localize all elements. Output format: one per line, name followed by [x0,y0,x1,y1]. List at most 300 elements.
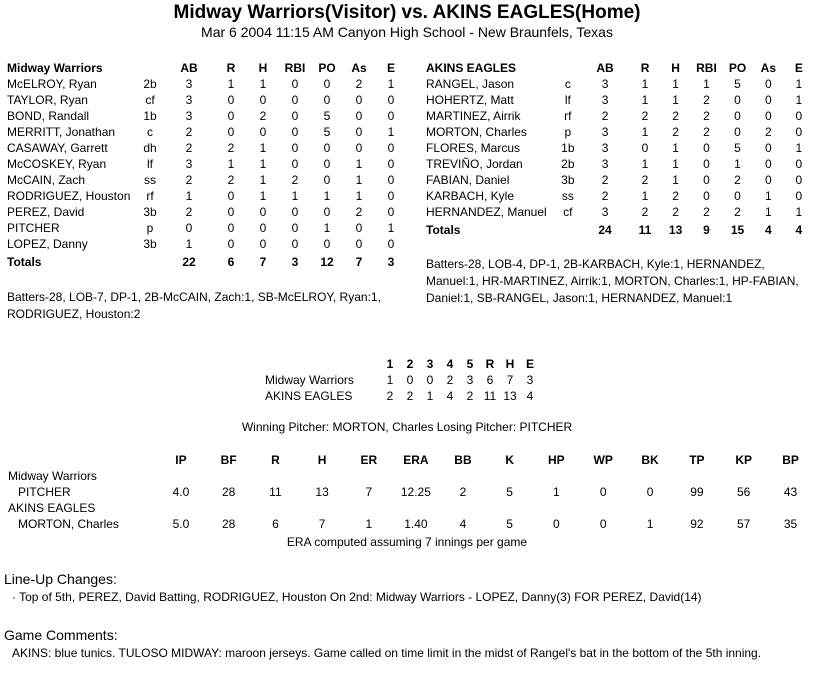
totals-row [7,252,407,272]
stat-cell: 0 [323,157,331,171]
stat-cell: 1 [259,141,267,155]
stat-cell: 0 [765,173,772,187]
total-cell: 13 [668,223,683,237]
stat-cell: 0 [355,125,363,139]
player-row [7,140,407,156]
stat-cell: 12.25 [400,485,431,499]
player-position: ss [144,173,156,187]
stat-cell: 2 [601,189,609,203]
stat-cell: 0 [387,189,395,203]
stat-cell: 0 [323,141,331,155]
stat-cell: 0 [291,205,299,219]
player-name: RANGEL, Jason [426,77,515,91]
stat-cell: 2 [355,205,363,219]
linescore-cell: 0 [406,373,414,387]
stat-cell: 3 [185,93,193,107]
linescore-cell: 3 [526,373,534,387]
stat-cell: 5 [506,517,513,531]
stat-cell: 0 [765,77,772,91]
player-row [426,156,814,172]
page-title: Midway Warriors(Visitor) vs. AKINS EAGLES(Home) [173,2,641,23]
totals-label: Totals [426,223,461,237]
stat-cell: 1 [259,189,267,203]
stat-cell: 0 [599,517,607,531]
player-position: cf [145,93,155,107]
stat-cell: 0 [259,237,267,251]
linescore-cell: 0 [426,373,434,387]
player-position: c [564,77,571,91]
stat-cell: 0 [323,205,331,219]
stat-cell: 0 [355,221,363,235]
stat-cell: 0 [734,189,741,203]
col-header: AB [180,61,198,75]
stat-cell: 2 [227,141,235,155]
player-position: 3b [143,237,157,251]
player-position: lf [564,93,571,107]
player-name: MARTINEZ, Airrik [426,109,521,123]
stat-cell: 2 [185,173,193,187]
total-cell: 3 [387,255,395,269]
stat-cell: 0 [227,93,235,107]
player-row [426,92,814,108]
total-cell: 6 [227,255,235,269]
player-name: McCAIN, Zach [7,173,86,187]
player-position: p [146,221,154,235]
col-header: R [226,61,236,75]
player-row [7,124,407,140]
stat-cell: 28 [222,517,236,531]
player-row [426,108,814,124]
player-position: p [564,125,572,139]
stat-cell: 3 [185,77,193,91]
stat-cell: 3 [185,157,193,171]
total-cell: 15 [730,223,745,237]
stat-cell: 2 [291,173,299,187]
col-header: BB [454,453,472,467]
stat-cell: 0 [387,93,395,107]
player-row [426,140,814,156]
stat-cell: 1 [672,141,679,155]
stat-cell: 0 [291,77,299,91]
stat-cell: 1 [227,77,235,91]
linescore-cell: 3 [466,373,474,387]
stat-cell: 0 [291,141,299,155]
player-name: FABIAN, Daniel [426,173,510,187]
player-name: MERRITT, Jonathan [7,125,116,139]
stat-cell: 1 [795,77,803,91]
player-name: LOPEZ, Danny [7,237,88,251]
stat-cell: 56 [736,485,751,499]
stat-cell: 3 [601,205,609,219]
linescore-cell: 2 [446,373,454,387]
home-batting-notes: Batters-28, LOB-4, DP-1, 2B-KARBACH, Kyle:1, HERNANDEZ, Manuel:1, HR-MARTINEZ, Airrik:1, MORTON, Charles:1, HP-FABIAN, Daniel:1, SB-RANGEL, Jason:1, HERNANDEZ, Manuel:1 [426,257,799,305]
col-header: KP [735,453,752,467]
stat-cell: 43 [783,485,798,499]
inning-header: E [525,357,534,371]
linescore-cell: 11 [483,389,497,403]
player-position: 1b [143,109,157,123]
stat-cell: 1 [259,173,267,187]
totals-label: Totals [7,255,42,269]
player-row [7,108,407,124]
visitor-batting-notes: Batters-28, LOB-7, DP-1, 2B-McCAIN, Zach:1, SB-McELROY, Ryan:1, RODRIGUEZ, Houston:2 [7,290,381,321]
stat-cell: 6 [272,517,279,531]
stat-cell: 0 [387,141,395,155]
stat-cell: 0 [291,237,299,251]
stat-cell: 2 [185,205,193,219]
stat-cell: 0 [387,109,395,123]
stat-cell: 2 [641,205,649,219]
home-batting-table [426,60,814,240]
col-header: E [794,61,803,75]
game-info: Mar 6 2004 11:15 AM Canyon High School - New Braunfels, Texas [201,24,613,40]
stat-cell: 0 [227,237,235,251]
col-header: R [640,61,650,75]
col-header: K [505,453,514,467]
player-row [426,124,814,140]
stat-cell: 0 [795,157,803,171]
total-cell: 4 [765,223,772,237]
player-name: McELROY, Ryan [7,77,97,91]
stat-cell: 57 [736,517,751,531]
player-name: HERNANDEZ, Manuel [426,205,547,219]
col-header: TP [689,453,705,467]
stat-cell: 1 [795,205,803,219]
stat-cell: 2 [672,125,679,139]
linescore-team: Midway Warriors [265,373,354,387]
total-cell: 11 [638,223,652,237]
stat-cell: 0 [227,205,235,219]
col-header: As [351,61,367,75]
col-header: BK [641,453,659,467]
stat-cell: 3 [601,125,609,139]
player-name: TAYLOR, Ryan [7,93,88,107]
stat-cell: 0 [227,109,235,123]
pitching-team-row [8,500,814,516]
stat-cell: 0 [765,109,772,123]
stat-cell: 1 [185,237,193,251]
col-header: R [271,453,280,467]
stat-cell: 0 [387,173,395,187]
stat-cell: 0 [795,189,803,203]
stat-cell: 2 [185,125,193,139]
total-cell: 4 [795,223,803,237]
total-cell: 7 [355,255,363,269]
stat-cell: 5.0 [172,517,190,531]
stat-cell: 2 [765,125,772,139]
linescore-header-row [265,356,540,372]
stat-cell: 35 [783,517,798,531]
total-cell: 3 [291,255,299,269]
pitching-team-name: AKINS EAGLES [8,501,96,515]
stat-cell: 0 [795,173,803,187]
player-name: BOND, Randall [7,109,90,123]
linescore-row [265,372,540,388]
stat-cell: 1 [641,77,649,91]
stat-cell: 1 [387,221,395,235]
stat-cell: 1 [765,205,772,219]
player-row [426,188,814,204]
stat-cell: 1 [646,517,654,531]
player-row [7,156,407,172]
linescore-cell: 4 [446,389,454,403]
stat-cell: 1 [323,189,331,203]
stat-cell: 1 [227,157,235,171]
team-name: AKINS EAGLES [426,61,517,75]
linescore-cell: 2 [466,389,474,403]
stat-cell: 1 [795,141,803,155]
stat-cell: 2 [227,173,235,187]
player-row [426,76,814,92]
table-header-row [7,60,407,76]
stat-cell: 4.0 [172,485,190,499]
col-header: H [671,61,680,75]
col-header: WP [593,453,613,467]
player-position: c [147,125,153,139]
inning-header: 3 [426,357,434,371]
stat-cell: 2 [734,173,741,187]
stat-cell: 2 [703,125,710,139]
stat-cell: 1 [672,93,679,107]
stat-cell: 2 [672,189,679,203]
stat-cell: 0 [765,141,772,155]
stat-cell: 0 [765,93,772,107]
stat-cell: 0 [387,157,395,171]
pitching-team-row [8,468,814,484]
stat-cell: 0 [185,221,193,235]
player-row [7,76,407,92]
stat-cell: 0 [599,485,607,499]
stat-cell: 3 [185,109,193,123]
player-position: cf [563,205,573,219]
stat-cell: 0 [291,109,299,123]
pitching-team-name: Midway Warriors [8,469,97,483]
stat-cell: 0 [795,109,803,123]
stat-cell: 0 [355,93,363,107]
inning-header: R [485,357,495,371]
linescore-cell: 13 [503,389,517,403]
stat-cell: 1 [355,157,363,171]
col-header: PO [728,61,747,75]
player-name: PITCHER [7,221,60,235]
stat-cell: 2 [672,205,679,219]
stat-cell: 4 [459,517,467,531]
visitor-batting-table [7,60,407,272]
stat-cell: 0 [703,157,710,171]
player-row [426,172,814,188]
linescore-cell: 7 [506,373,514,387]
stat-cell: 0 [646,485,654,499]
stat-cell: 5 [506,485,513,499]
col-header: ERA [403,453,429,467]
col-header: IP [175,453,187,467]
pitcher-row [8,516,814,532]
stat-cell: 2 [672,109,679,123]
game-comments-heading: Game Comments: [4,627,118,643]
linescore-cell: 4 [526,389,534,403]
linescore-cell: 1 [386,373,394,387]
stat-cell: 0 [734,93,741,107]
stat-cell: 0 [387,205,395,219]
stat-cell: 0 [703,189,710,203]
stat-cell: 92 [690,517,704,531]
stat-cell: 0 [291,157,299,171]
stat-cell: 0 [552,517,560,531]
stat-cell: 0 [703,141,710,155]
stat-cell: 0 [734,125,741,139]
stat-cell: 1 [641,157,649,171]
col-header: AB [596,61,614,75]
table-header-row [426,60,814,76]
player-row [7,220,407,236]
stat-cell: 3 [601,157,609,171]
stat-cell: 0 [765,157,772,171]
inning-header: 1 [386,357,394,371]
player-row [7,188,407,204]
stat-cell: 0 [323,77,331,91]
player-row [426,204,814,220]
stat-cell: 0 [291,93,299,107]
player-position: rf [564,109,572,123]
pitcher-name: MORTON, Charles [18,517,119,531]
stat-cell: 0 [259,205,267,219]
stat-cell: 2 [355,77,363,91]
stat-cell: 1 [703,77,710,91]
stat-cell: 0 [387,237,395,251]
col-header: PO [318,61,336,75]
player-name: TREVIÑO, Jordan [426,157,523,171]
linescore-table [265,356,540,404]
player-name: FLORES, Marcus [426,141,521,155]
stat-cell: 5 [323,109,331,123]
stat-cell: 5 [734,77,741,91]
stat-cell: 1 [365,517,373,531]
player-position: ss [561,189,574,203]
player-name: RODRIGUEZ, Houston [7,189,131,203]
player-position: 3b [143,205,157,219]
inning-header: 5 [466,357,474,371]
total-cell: 7 [259,255,267,269]
stat-cell: 3 [601,77,609,91]
col-header: As [760,61,777,75]
stat-cell: 1 [259,77,267,91]
total-cell: 12 [320,255,334,269]
stat-cell: 0 [291,125,299,139]
stat-cell: 0 [227,125,235,139]
stat-cell: 0 [355,141,363,155]
stat-cell: 2 [641,109,649,123]
linescore-cell: 1 [426,389,434,403]
stat-cell: 5 [734,141,741,155]
stat-cell: 99 [690,485,704,499]
player-name: KARBACH, Kyle [426,189,515,203]
total-cell: 22 [182,255,196,269]
total-cell: 24 [598,223,612,237]
player-row [7,204,407,220]
inning-header: 2 [406,357,414,371]
player-row [7,172,407,188]
stat-cell: 0 [259,125,267,139]
stat-cell: 0 [259,93,267,107]
player-row [7,236,407,252]
stat-cell: 1 [552,485,560,499]
player-name: CASAWAY, Garrett [7,141,108,155]
stat-cell: 1 [323,221,331,235]
col-header: H [317,453,327,467]
player-name: PEREZ, David [7,205,85,219]
stat-cell: 1 [387,125,395,139]
stat-cell: 1 [795,93,803,107]
pitching-table [8,452,814,532]
stat-cell: 0 [227,221,235,235]
stat-cell: 28 [222,485,236,499]
stat-cell: 0 [355,237,363,251]
stat-cell: 2 [601,109,609,123]
lineup-changes-heading: Line-Up Changes: [4,571,117,587]
stat-cell: 1 [291,189,299,203]
player-position: lf [147,157,153,171]
stat-cell: 2 [459,485,467,499]
stat-cell: 0 [291,221,299,235]
player-position: 2b [143,77,157,91]
stat-cell: 1 [672,77,679,91]
stat-cell: 2 [703,109,710,123]
stat-cell: 2 [703,93,710,107]
lineup-changes-text: · Top of 5th, PEREZ, David Batting, RODRIGUEZ, Houston On 2nd: Midway Warriors - LOPEZ, Danny(3) FOR PEREZ, David(14) [12,590,702,604]
stat-cell: 2 [185,141,193,155]
stat-cell: 1 [387,77,395,91]
linescore-cell: 2 [406,389,414,403]
player-name: McCOSKEY, Ryan [7,157,107,171]
stat-cell: 0 [323,173,331,187]
linescore-cell: 6 [486,373,494,387]
stat-cell: 13 [315,485,329,499]
era-note: ERA computed assuming 7 innings per game [286,535,528,549]
stat-cell: 1 [734,157,741,171]
stat-cell: 0 [227,189,235,203]
pitching-header-row [8,452,814,468]
stat-cell: 1 [641,93,649,107]
stat-cell: 0 [734,109,741,123]
stat-cell: 0 [795,125,803,139]
stat-cell: 0 [355,109,363,123]
player-name: MORTON, Charles [426,125,527,139]
stat-cell: 2 [734,205,741,219]
col-header: BP [782,453,799,467]
stat-cell: 1 [355,189,363,203]
totals-row [426,220,814,240]
col-header: HP [547,453,565,467]
stat-cell: 1 [259,157,267,171]
stat-cell: 3 [601,93,609,107]
col-header: BF [220,453,237,467]
pitcher-row [8,484,814,500]
stat-cell: 5 [323,125,331,139]
col-header: H [258,61,268,75]
inning-header: H [505,357,515,371]
pitching-decision: Winning Pitcher: MORTON, Charles Losing Pitcher: PITCHER [241,420,573,434]
stat-cell: 1 [672,157,679,171]
player-row [7,92,407,108]
stat-cell: 7 [365,485,373,499]
team-name: Midway Warriors [7,61,103,75]
linescore-team: AKINS EAGLES [265,389,353,403]
stat-cell: 2 [259,109,267,123]
stat-cell: 1 [641,189,649,203]
stat-cell: 1 [765,189,772,203]
linescore-row [265,388,540,404]
stat-cell: 0 [641,141,649,155]
